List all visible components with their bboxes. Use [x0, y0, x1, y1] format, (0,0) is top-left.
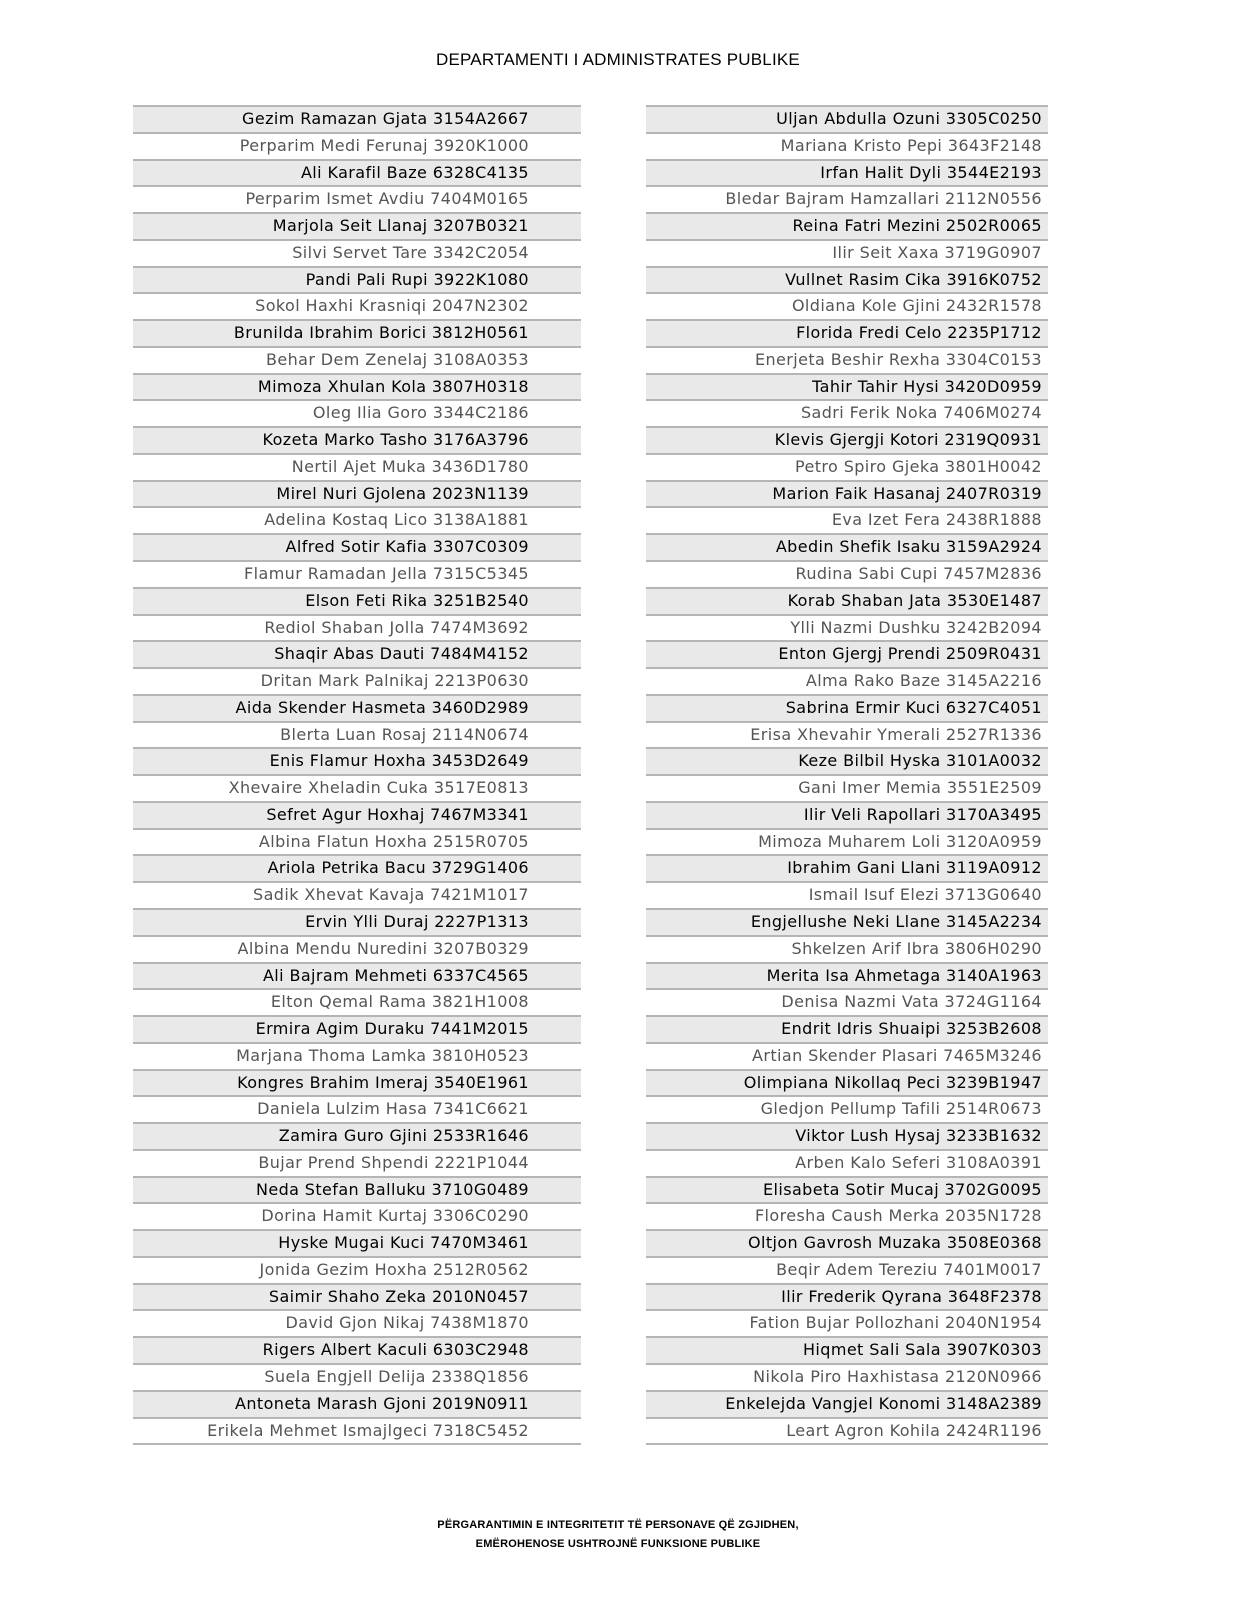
list-item: Nikola Piro Haxhistasa 2120N0966 [646, 1363, 1048, 1390]
list-item: Ervin Ylli Duraj 2227P1313 [133, 908, 581, 935]
list-item: Mimoza Muharem Loli 3120A0959 [646, 828, 1048, 855]
list-item: Gani Imer Memia 3551E2509 [646, 774, 1048, 801]
list-item: Suela Engjell Delija 2338Q1856 [133, 1363, 581, 1390]
list-item: Artian Skender Plasari 7465M3246 [646, 1042, 1048, 1069]
list-item: Marjana Thoma Lamka 3810H0523 [133, 1042, 581, 1069]
list-item: Vullnet Rasim Cika 3916K0752 [646, 266, 1048, 293]
list-item: Mariana Kristo Pepi 3643F2148 [646, 132, 1048, 159]
list-item: Kozeta Marko Tasho 3176A3796 [133, 426, 581, 453]
list-item: Arben Kalo Seferi 3108A0391 [646, 1149, 1048, 1176]
list-item: Merita Isa Ahmetaga 3140A1963 [646, 962, 1048, 989]
list-item: Sokol Haxhi Krasniqi 2047N2302 [133, 292, 581, 319]
list-item: Shaqir Abas Dauti 7484M4152 [133, 640, 581, 667]
list-item: Albina Flatun Hoxha 2515R0705 [133, 828, 581, 855]
list-item: Uljan Abdulla Ozuni 3305C0250 [646, 105, 1048, 132]
list-item: Saimir Shaho Zeka 2010N0457 [133, 1283, 581, 1310]
list-item: Perparim Medi Ferunaj 3920K1000 [133, 132, 581, 159]
list-item: Mimoza Xhulan Kola 3807H0318 [133, 373, 581, 400]
list-item: Hiqmet Sali Sala 3907K0303 [646, 1336, 1048, 1363]
names-column-right [646, 105, 1048, 1445]
list-item: Olimpiana Nikollaq Peci 3239B1947 [646, 1069, 1048, 1096]
list-item: Petro Spiro Gjeka 3801H0042 [646, 453, 1048, 480]
list-item: Beqir Adem Tereziu 7401M0017 [646, 1256, 1048, 1283]
list-item: Kongres Brahim Imeraj 3540E1961 [133, 1069, 581, 1096]
list-item: Elisabeta Sotir Mucaj 3702G0095 [646, 1176, 1048, 1203]
list-item: Klevis Gjergji Kotori 2319Q0931 [646, 426, 1048, 453]
list-item: Elton Qemal Rama 3821H1008 [133, 988, 581, 1015]
list-item: Ibrahim Gani Llani 3119A0912 [646, 854, 1048, 881]
list-item: Pandi Pali Rupi 3922K1080 [133, 266, 581, 293]
list-item: Abedin Shefik Isaku 3159A2924 [646, 533, 1048, 560]
list-item: Engjellushe Neki Llane 3145A2234 [646, 908, 1048, 935]
list-item: Denisa Nazmi Vata 3724G1164 [646, 988, 1048, 1015]
list-item: Gledjon Pellump Tafili 2514R0673 [646, 1095, 1048, 1122]
list-item: Enerjeta Beshir Rexha 3304C0153 [646, 346, 1048, 373]
list-item: Oldiana Kole Gjini 2432R1578 [646, 292, 1048, 319]
list-item: Ali Karafil Baze 6328C4135 [133, 159, 581, 186]
list-item: Mirel Nuri Gjolena 2023N1139 [133, 480, 581, 507]
list-item: Antoneta Marash Gjoni 2019N0911 [133, 1390, 581, 1417]
list-item: Ermira Agim Duraku 7441M2015 [133, 1015, 581, 1042]
list-item: Shkelzen Arif Ibra 3806H0290 [646, 935, 1048, 962]
list-item: Keze Bilbil Hyska 3101A0032 [646, 747, 1048, 774]
list-item: Erisa Xhevahir Ymerali 2527R1336 [646, 721, 1048, 748]
footer-line-1: PËRGARANTIMIN E INTEGRITETIT TË PERSONAVE QË ZGJIDHEN, [437, 1519, 799, 1531]
list-item: Nertil Ajet Muka 3436D1780 [133, 453, 581, 480]
list-item: Ariola Petrika Bacu 3729G1406 [133, 854, 581, 881]
list-item: Brunilda Ibrahim Borici 3812H0561 [133, 319, 581, 346]
list-divider [646, 1443, 1048, 1445]
list-item: Xhevaire Xheladin Cuka 3517E0813 [133, 774, 581, 801]
list-item: Oleg Ilia Goro 3344C2186 [133, 399, 581, 426]
list-item: Ali Bajram Mehmeti 6337C4565 [133, 962, 581, 989]
list-item: David Gjon Nikaj 7438M1870 [133, 1309, 581, 1336]
list-item: Rigers Albert Kaculi 6303C2948 [133, 1336, 581, 1363]
list-item: Reina Fatri Mezini 2502R0065 [646, 212, 1048, 239]
list-item: Dorina Hamit Kurtaj 3306C0290 [133, 1202, 581, 1229]
list-item: Alma Rako Baze 3145A2216 [646, 667, 1048, 694]
list-item: Viktor Lush Hysaj 3233B1632 [646, 1122, 1048, 1149]
list-item: Oltjon Gavrosh Muzaka 3508E0368 [646, 1229, 1048, 1256]
names-column-left [133, 105, 581, 1445]
list-item: Leart Agron Kohila 2424R1196 [646, 1417, 1048, 1444]
list-item: Florida Fredi Celo 2235P1712 [646, 319, 1048, 346]
list-item: Fation Bujar Pollozhani 2040N1954 [646, 1309, 1048, 1336]
list-item: Behar Dem Zenelaj 3108A0353 [133, 346, 581, 373]
list-item: Perparim Ismet Avdiu 7404M0165 [133, 185, 581, 212]
list-item: Albina Mendu Nuredini 3207B0329 [133, 935, 581, 962]
list-item: Ylli Nazmi Dushku 3242B2094 [646, 614, 1048, 641]
list-item: Korab Shaban Jata 3530E1487 [646, 587, 1048, 614]
footer-line-2: EMËROHENOSE USHTROJNË FUNKSIONE PUBLIKE [475, 1538, 761, 1550]
list-item: Sefret Agur Hoxhaj 7467M3341 [133, 801, 581, 828]
list-item: Hyske Mugai Kuci 7470M3461 [133, 1229, 581, 1256]
list-item: Ilir Frederik Qyrana 3648F2378 [646, 1283, 1048, 1310]
list-divider [133, 1443, 581, 1445]
list-item: Erikela Mehmet Ismajlgeci 7318C5452 [133, 1417, 581, 1444]
list-item: Bledar Bajram Hamzallari 2112N0556 [646, 185, 1048, 212]
page-title: DEPARTAMENTI I ADMINISTRATES PUBLIKE [436, 50, 800, 69]
list-item: Elson Feti Rika 3251B2540 [133, 587, 581, 614]
list-item: Neda Stefan Balluku 3710G0489 [133, 1176, 581, 1203]
list-item: Alfred Sotir Kafia 3307C0309 [133, 533, 581, 560]
list-item: Eva Izet Fera 2438R1888 [646, 506, 1048, 533]
list-item: Daniela Lulzim Hasa 7341C6621 [133, 1095, 581, 1122]
list-item: Enis Flamur Hoxha 3453D2649 [133, 747, 581, 774]
list-item: Sadri Ferik Noka 7406M0274 [646, 399, 1048, 426]
list-item: Gezim Ramazan Gjata 3154A2667 [133, 105, 581, 132]
list-item: Marion Faik Hasanaj 2407R0319 [646, 480, 1048, 507]
list-item: Bujar Prend Shpendi 2221P1044 [133, 1149, 581, 1176]
list-item: Floresha Caush Merka 2035N1728 [646, 1202, 1048, 1229]
list-item: Marjola Seit Llanaj 3207B0321 [133, 212, 581, 239]
list-item: Enton Gjergj Prendi 2509R0431 [646, 640, 1048, 667]
list-item: Ilir Seit Xaxa 3719G0907 [646, 239, 1048, 266]
list-item: Jonida Gezim Hoxha 2512R0562 [133, 1256, 581, 1283]
list-item: Sadik Xhevat Kavaja 7421M1017 [133, 881, 581, 908]
list-item: Sabrina Ermir Kuci 6327C4051 [646, 694, 1048, 721]
list-item: Rediol Shaban Jolla 7474M3692 [133, 614, 581, 641]
footer [0, 1516, 1236, 1554]
list-item: Rudina Sabi Cupi 7457M2836 [646, 560, 1048, 587]
list-item: Zamira Guro Gjini 2533R1646 [133, 1122, 581, 1149]
list-item: Enkelejda Vangjel Konomi 3148A2389 [646, 1390, 1048, 1417]
list-item: Dritan Mark Palnikaj 2213P0630 [133, 667, 581, 694]
list-item: Irfan Halit Dyli 3544E2193 [646, 159, 1048, 186]
list-item: Aida Skender Hasmeta 3460D2989 [133, 694, 581, 721]
list-item: Silvi Servet Tare 3342C2054 [133, 239, 581, 266]
list-item: Flamur Ramadan Jella 7315C5345 [133, 560, 581, 587]
list-item: Tahir Tahir Hysi 3420D0959 [646, 373, 1048, 400]
list-item: Ilir Veli Rapollari 3170A3495 [646, 801, 1048, 828]
list-item: Adelina Kostaq Lico 3138A1881 [133, 506, 581, 533]
list-item: Endrit Idris Shuaipi 3253B2608 [646, 1015, 1048, 1042]
list-item: Blerta Luan Rosaj 2114N0674 [133, 721, 581, 748]
list-item: Ismail Isuf Elezi 3713G0640 [646, 881, 1048, 908]
